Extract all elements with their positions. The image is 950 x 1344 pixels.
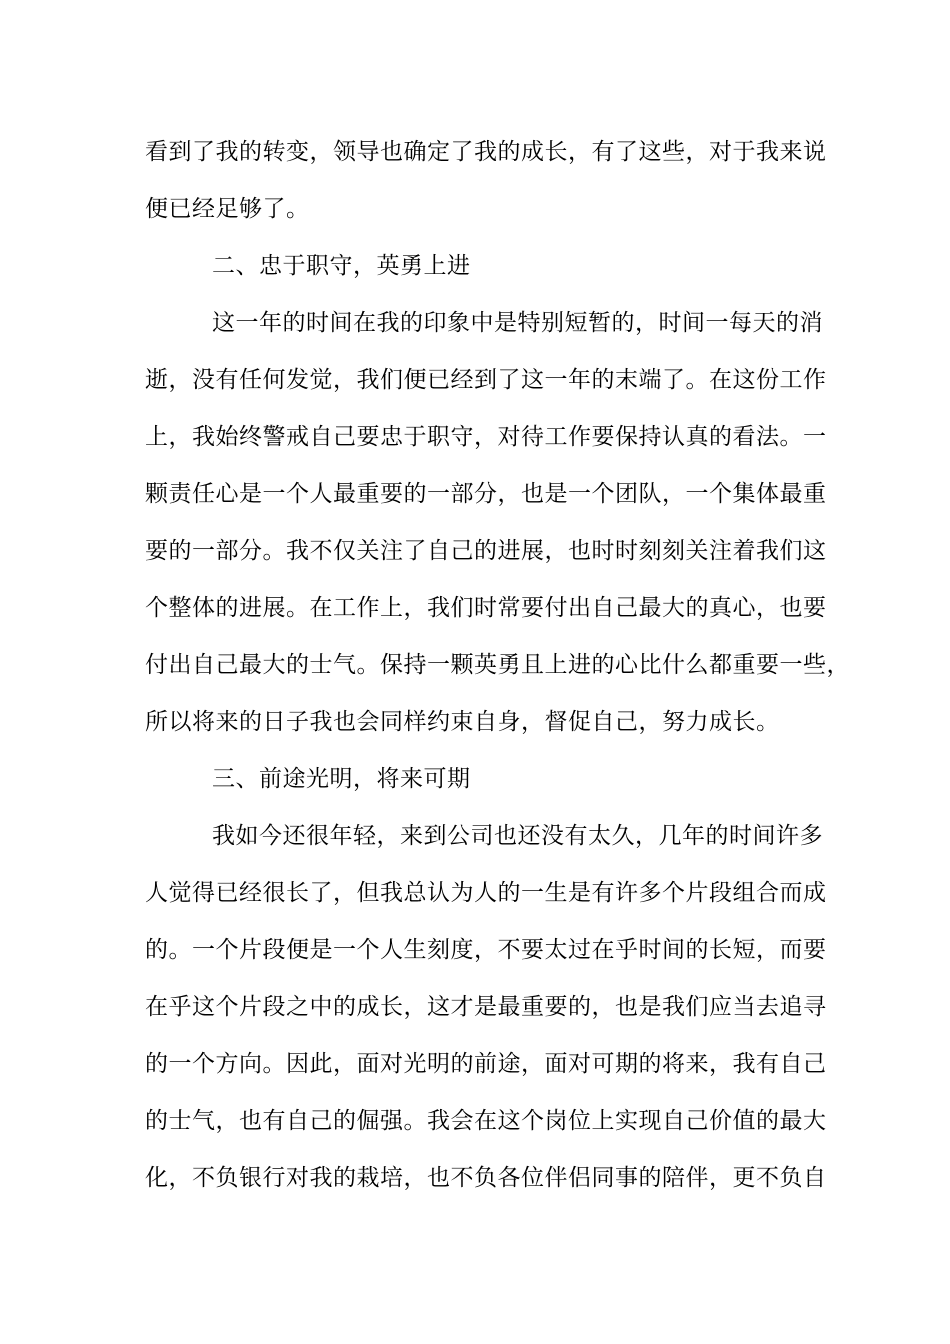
- text-line: 这一年的时间在我的印象中是特别短暂的，时间一每天的消: [212, 310, 823, 336]
- text-line: 在乎这个片段之中的成长，这才是最重要的，也是我们应当去追寻: [145, 994, 827, 1020]
- text-line: 便已经足够了。: [145, 196, 310, 222]
- text-line: 人觉得已经很长了，但我总认为人的一生是有许多个片段组合而成: [145, 880, 827, 906]
- text-line: 看到了我的转变，领导也确定了我的成长，有了这些，对于我来说: [145, 139, 827, 165]
- text-line: 的一个方向。因此，面对光明的前途，面对可期的将来，我有自己: [145, 1051, 827, 1077]
- text-line: 的士气，也有自己的倔强。我会在这个岗位上实现自己价值的最大: [145, 1108, 827, 1134]
- text-line: 颗责任心是一个人最重要的一部分，也是一个团队，一个集体最重: [145, 481, 827, 507]
- text-line: 的。一个片段便是一个人生刻度，不要太过在乎时间的长短，而要: [145, 937, 827, 963]
- text-line: 我如今还很年轻，来到公司也还没有太久，几年的时间许多: [212, 823, 823, 849]
- text-line: 所以将来的日子我也会同样约束自身，督促自己，努力成长。: [145, 709, 780, 735]
- text-line: 逝，没有任何发觉，我们便已经到了这一年的末端了。在这份工作: [145, 367, 827, 393]
- text-line: 上，我始终警戒自己要忠于职守，对待工作要保持认真的看法。一: [145, 424, 827, 450]
- text-line: 付出自己最大的士气。保持一颗英勇且上进的心比什么都重要一些，: [145, 652, 850, 678]
- text-line: 化，不负银行对我的栽培，也不负各位伴侣同事的陪伴，更不负自: [145, 1165, 827, 1191]
- text-line: 个整体的进展。在工作上，我们时常要付出自己最大的真心，也要: [145, 595, 827, 621]
- section-heading: 二、忠于职守，英勇上进: [212, 253, 471, 279]
- text-line: 要的一部分。我不仅关注了自己的进展，也时时刻刻关注着我们这: [145, 538, 827, 564]
- section-heading: 三、前途光明，将来可期: [212, 766, 471, 792]
